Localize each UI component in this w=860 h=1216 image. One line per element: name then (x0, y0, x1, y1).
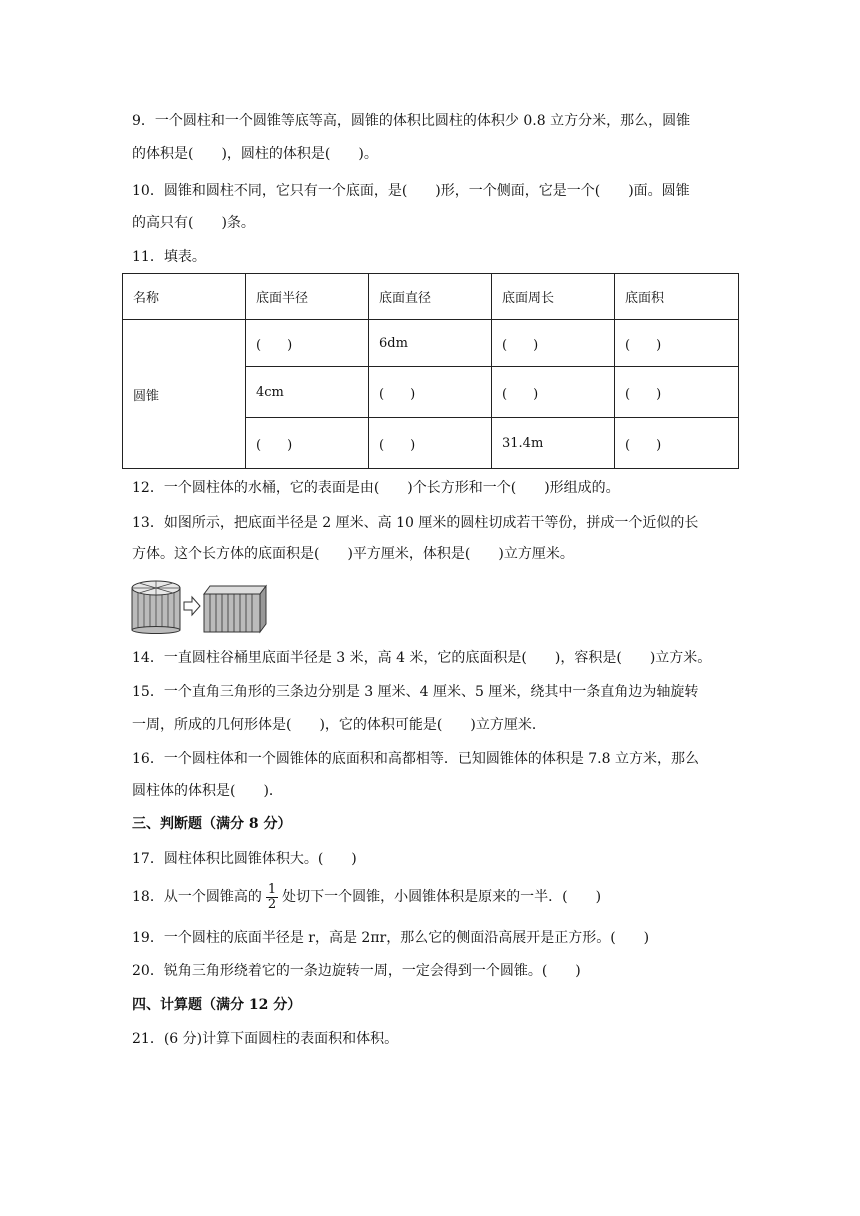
table-cell: 6dm (369, 320, 492, 367)
cylinder-to-cuboid-figure (130, 578, 270, 634)
q9-line2: 的体积是( )，圆柱的体积是( )。 (132, 146, 378, 162)
fraction-one-half (266, 883, 278, 912)
q20: 20．锐角三角形绕着它的一条边旋转一周，一定会得到一个圆锥。( ) (132, 963, 581, 979)
q12: 12．一个圆柱体的水桶，它的表面是由( )个长方形和一个( )形组成的。 (132, 480, 620, 496)
table-cell: 4cm (246, 367, 369, 418)
sliced-cylinder-icon (132, 581, 180, 634)
q21: 21．(6 分)计算下面圆柱的表面积和体积。 (132, 1031, 399, 1047)
q10-line1: 10．圆锥和圆柱不同，它只有一个底面，是( )形，一个侧面，它是一个( )面。圆锥 (132, 183, 690, 199)
row-label: 圆锥 (123, 320, 246, 469)
q16-line1: 16．一个圆柱体和一个圆锥体的底面积和高都相等．已知圆锥体的体积是 7.8 立方米，那么 (132, 751, 699, 767)
fill-table (122, 273, 739, 468)
table-header: 底面半径 (246, 274, 369, 320)
q18-prefix: 18．从一个圆锥高的 (132, 889, 262, 905)
table-cell: 31.4m (492, 418, 615, 469)
fraction-numerator: 1 (267, 881, 277, 897)
table-header: 底面直径 (369, 274, 492, 320)
q16-line2: 圆柱体的体积是( )． (132, 783, 283, 799)
table-cell: ( ) (492, 367, 615, 418)
table-cell: ( ) (369, 367, 492, 418)
q15-line1: 15．一个直角三角形的三条边分别是 3 厘米、4 厘米、5 厘米，绕其中一条直角边为轴旋转 (132, 684, 699, 700)
table-cell: ( ) (492, 320, 615, 367)
table-cell: ( ) (615, 320, 739, 367)
q9-line1: 9．一个圆柱和一个圆锥等底等高，圆锥的体积比圆柱的体积少 0.8 立方分米，那么，圆锥 (132, 113, 691, 129)
q18 (132, 881, 601, 913)
table-header: 底面积 (615, 274, 739, 320)
rearranged-cuboid-icon (204, 586, 266, 632)
q11-title: 11．填表。 (132, 249, 206, 265)
section-heading-calculation: 四、计算题（满分 12 分） (132, 997, 302, 1013)
table-cell: ( ) (615, 418, 739, 469)
q15-line2: 一周，所成的几何形体是( )，它的体积可能是( )立方厘米． (132, 717, 546, 733)
q18-suffix: 处切下一个圆锥，小圆锥体积是原来的一半．( ) (282, 889, 602, 905)
q17: 17．圆柱体积比圆锥体积大。( ) (132, 851, 357, 867)
q10-line2: 的高只有( )条。 (132, 215, 255, 231)
table-header: 底面周长 (492, 274, 615, 320)
table-cell: ( ) (615, 367, 739, 418)
table-cell: ( ) (369, 418, 492, 469)
table-cell: ( ) (246, 320, 369, 367)
right-arrow-icon (184, 597, 200, 615)
fraction-denominator: 2 (267, 896, 277, 912)
q19: 19．一个圆柱的底面半径是 r，高是 2πr，那么它的侧面沿高展开是正方形。( ) (132, 930, 650, 946)
table-cell: ( ) (246, 418, 369, 469)
table-header: 名称 (123, 274, 246, 320)
q14: 14．一直圆柱谷桶里底面半径是 3 米，高 4 米，它的底面积是( )，容积是( )立方米。 (132, 650, 712, 666)
section-heading-judgement: 三、判断题（满分 8 分） (132, 816, 292, 832)
q13-line1: 13．如图所示，把底面半径是 2 厘米、高 10 厘米的圆柱切成若干等份，拼成一个近似的长 (132, 515, 699, 531)
q13-line2: 方体。这个长方体的底面积是( )平方厘米，体积是( )立方厘米。 (132, 546, 574, 562)
